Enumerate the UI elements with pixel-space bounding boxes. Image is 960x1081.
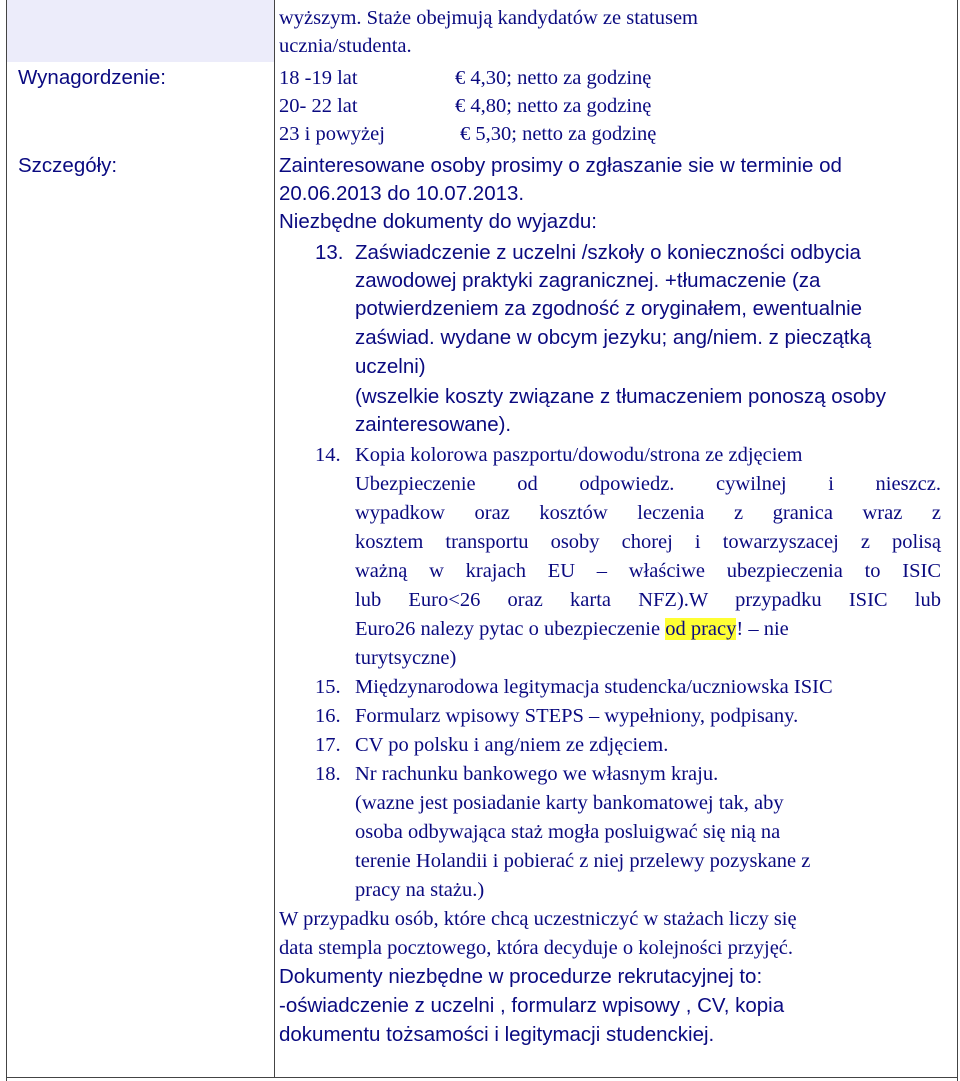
item-14-line-6: lub Euro<26 oraz karta NFZ).W przypadku ISIC lub	[355, 589, 941, 611]
label-cell-shading	[7, 0, 274, 62]
item-14-line-7	[355, 617, 941, 641]
item-13-line-1: Zaświadczenie z uczelni /szkoły o konieczności odbycia	[355, 241, 861, 264]
item-18-note-1: (wazne jest posiadanie karty bankomatowej tak, aby	[355, 792, 784, 814]
item-17-number: 17.	[315, 734, 341, 756]
item-13-line-2: zawodowej praktyki zagranicznej. +tłumaczenie (za	[355, 269, 821, 292]
wage-amount-2: € 4,80; netto za godzinę	[455, 95, 652, 117]
item-17-text: CV po polsku i ang/niem ze zdjęciem.	[355, 734, 669, 756]
details-label: Szczegóły:	[18, 154, 118, 177]
wages-label: Wynagordzenie:	[18, 66, 166, 89]
item-18-number: 18.	[315, 763, 341, 785]
item-15-text: Międzynarodowa legitymacja studencka/uczniowska ISIC	[355, 676, 833, 698]
details-intro-2: 20.06.2013 do 10.07.2013.	[279, 182, 525, 205]
item-18-note-4: pracy na stażu.)	[355, 879, 485, 901]
item-14-line-5: ważną w krajach EU – właściwe ubezpieczenia to ISIC	[355, 560, 941, 582]
highlight-od-pracy: od pracy	[665, 618, 737, 640]
item-14-line-7-exclaim: !	[736, 618, 744, 640]
wage-age-2: 20- 22 lat	[279, 95, 358, 117]
column-divider	[274, 0, 275, 1077]
table-bottom-border	[7, 1077, 957, 1078]
wage-age-1: 18 -19 lat	[279, 67, 358, 89]
details-intro-1: Zainteresowane osoby prosimy o zgłaszanie sie w terminie od	[279, 154, 842, 177]
item-14-line-3: wypadkow oraz kosztów leczenia z granica wraz z	[355, 502, 941, 524]
item-14-number: 14.	[315, 444, 341, 466]
intro-line-1: wyższym. Staże obejmują kandydatów ze statusem	[279, 7, 698, 29]
item-15-number: 15.	[315, 676, 341, 698]
wage-age-3: 23 i powyżej	[279, 123, 385, 145]
item-13-number: 13.	[315, 241, 344, 264]
item-14-line-2: Ubezpieczenie od odpowiedz. cywilnej i nieszcz.	[355, 473, 941, 495]
item-13-line-7: zainteresowane).	[355, 413, 512, 436]
closing-line-2: data stempla pocztowego, która decyduje o kolejności przyjęć.	[279, 937, 794, 959]
item-14-line-8: turytsyczne)	[355, 647, 457, 669]
item-18-note-2: osoba odbywająca staż mogła posluigwać się nią na	[355, 821, 781, 843]
item-14-line-4: kosztem transportu osoby chorej i towarzyszacej z polisą	[355, 531, 941, 553]
item-14-line-7-end: – nie	[748, 618, 789, 640]
item-13-line-5: uczelni)	[355, 355, 426, 378]
closing-line-3: Dokumenty niezbędne w procedurze rekrutacyjnej to:	[279, 965, 763, 988]
item-14-line-7-start: Euro26 nalezy pytac o ubezpieczenie	[355, 618, 661, 640]
docs-heading: Niezbędne dokumenty do wyjazdu:	[279, 210, 597, 233]
wage-amount-1: € 4,30; netto za godzinę	[455, 67, 652, 89]
item-13-line-3: potwierdzeniem za zgodność z oryginałem, ewentualnie	[355, 297, 863, 320]
item-18-text: Nr rachunku bankowego we własnym kraju.	[355, 763, 719, 785]
item-18-note-3: terenie Holandii i pobierać z niej przelewy pozyskane z	[355, 850, 811, 872]
item-16-number: 16.	[315, 705, 341, 727]
intro-line-2: ucznia/studenta.	[279, 35, 412, 57]
closing-line-1: W przypadku osób, które chcą uczestniczyć w stażach liczy się	[279, 908, 797, 930]
closing-line-4: -oświadczenie z uczelni , formularz wpisowy , CV, kopia	[279, 994, 785, 1017]
item-13-line-6: (wszelkie koszty związane z tłumaczeniem ponoszą osoby	[355, 385, 886, 408]
closing-line-5: dokumentu tożsamości i legitymacji studenckiej.	[279, 1023, 715, 1046]
item-16-text: Formularz wpisowy STEPS – wypełniony, podpisany.	[355, 705, 799, 727]
item-14-line-1: Kopia kolorowa paszportu/dowodu/strona ze zdjęciem	[355, 444, 803, 466]
wage-amount-3: € 5,30; netto za godzinę	[460, 123, 657, 145]
item-13-line-4: zaświad. wydane w obcym jezyku; ang/niem. z pieczątką	[355, 326, 872, 349]
